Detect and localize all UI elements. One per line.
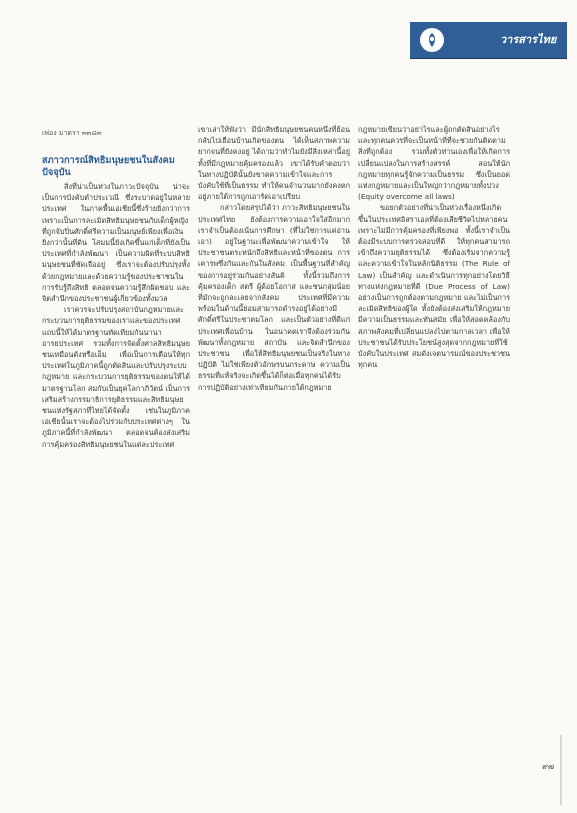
magazine-logo-icon xyxy=(420,28,444,52)
paragraph: กฎหมายเขียนว่าอย่าไรและผู้ถกตัดสินอย่างไร และทุกคนควรที่จะเป็นหน้าที่ที่จะช่วยกันติดตามสิ่งที่ถูกต้อง รวมทั้งตัวท่านเองเพื่อให้เกิดการเปลี่ยนแปลงในการสร้างสรรค์ สอนให้นักกฎหมายทุกคนรู้จักความเป็นธรรม ซึ่งเป็นยอดแห่งกฎหมายและเป็นใหญ่กว่ากฎหมายทั้งปวง (Equity overcome all laws) xyxy=(358,125,510,202)
paragraph: เขาเล่าให้ฟังว่า มีนักสิทธิมนุษยชนคนหนึ่งที่ย้อนกลับไปเยือนบ้านเกิดของตน ได้เห็นสภาพความยากจนที่ยังคงอยู่ ได้ถามว่าทำไมยังมีสิ่งเหล่านี้อยู่ ทั้งที่มีกฎหมายคุ้มครองแล้ว เขาได้รับคำตอบว่าในทางปฏิบัตินั้นยังขาดความเข้าใจและการบังคับใช้ที่เป็นธรรม ทำให้คนจำนวนมากยังคงตกอยู่ภายใต้การถูกเอารัดเอาเปรียบ xyxy=(198,125,350,202)
paragraph: ขอยกตัวอย่างที่น่าเป็นห่วงเรื่องหนึ่งเกิดขึ้นในประเทศอิสราเอลที่ต้องเสียชีวิตไปหลายคน เพราะไม่มีการคุ้มครองที่เพียงพอ ทั้งนี้เราจำเป็นต้องมีระบบการตรวจสอบที่ดี ให้ทุกคนสามารถเข้าถึงความยุติธรรมได้ ซึ่งต้องเริ่มจากความรู้และความเข้าใจในหลักนิติธรรม (The Rule of Law) เป็นสำคัญ และดำเนินการทุกอย่างโดยวิธีทางแห่งกฎหมายที่ดี (Due Process of Law) อย่างเป็นการถูกต้องตามกฎหมาย และไม่เป็นการละเมิดสิทธิของผู้ใด ทั้งยังต้องส่งเสริมให้กฎหมายมีความเป็นธรรมและทันสมัย เพื่อให้สอดคล้องกับสภาพสังคมที่เปลี่ยนแปลงไปตามกาลเวลา เพื่อให้ประชาชนได้รับประโยชน์สูงสุดจากกฎหมายที่ใช้บังคับในประเทศ สมดังเจตนารมณ์ของประชาชนทุกคน xyxy=(358,203,510,370)
section-label: วารสารไทย xyxy=(500,33,557,46)
page-number: ๙๗ xyxy=(542,762,554,771)
paragraph: เราควรจะปรับปรุงสถาบันกฎหมายและกระบวนการยุติธรรมของเราและของประเทศแถบนี้ให้ได้มาตรฐานทัดเทียมกันนานาอารยประเทศ รวมทั้งการจัดตั้งศาลสิทธิมนุษยชนเหมือนดังหรือเอ็ม เพื่อเป็นการเตือนให้ทุกประเทศในภูมิภาคนี้ถูกตัดสินและปรับปรุงระบบกฎหมาย และกระบวนการยุติธรรมของตนให้ได้มาตรฐานโลก สมกับเป็นยุคโลกาภิวัตน์ เป็นการเสริมสร้างกรรมาธิการยุติธรรมและสิทธิมนุษยชนแห่งรัฐสภาที่ไทยได้จัดตั้ง เช่นในภูมิภาคเอเชียนั้นเราจะต้องไปร่วมกับประเทศต่างๆ ในภูมิภาคนี้ที่กำลังพัฒนา ตลอดจนต้องส่งเสริมการคุ้มครองสิทธิมนุษยชนในแต่ละประเทศ xyxy=(42,305,190,449)
paragraph: สิ่งที่น่าเป็นห่วงในภาวะปัจจุบัน น่าจะเป็นการบังคับตำประเวณี ซึ่งระบาดอยู่ในหลายประเทศ ในภาคพื้นเอเชียนี้ซึ่งร้ายยิ่งกว่าการ เพราะเป็นการละเมิดสิทธิมนุษยชนกับเด็กผู้หญิงที่ถูกจับปิ่นศักดิ์ศรีความเป็นมนุษย์เพียงเพื่อเงิน ยิ่งกว่านั้นที่ดิน โสมมนี้ยังเกิดขึ้นแก่เด็กที่ยังเป็นประเทศที่กำลังพัฒนา เป็นความผิดที่ระบบสิทธิมนุษยชนที่ชัดเจืออยู่ ซึ่งเราจะต้องปรับปรุงทั้งด้วยกฎหมายและด้วยความรู้ของประชาชนในการรับรู้ถึงสิทธิ ตลอดจนความรู้สึกผิดชอบ และจิตสำนึกของประชาชนผู้เกี่ยวข้องทั้งมวล xyxy=(42,182,190,304)
column-2 xyxy=(198,124,350,393)
issue-line: เพ่อง มาตรา ๓๓๘๓ xyxy=(42,129,102,137)
column-1 xyxy=(42,155,190,450)
column-3 xyxy=(358,124,510,370)
article-title: สภาวการณ์สิทธิมนุษยชนในสังคมปัจจุบัน xyxy=(42,155,175,178)
page-edge-rule xyxy=(560,735,562,805)
paragraph: กล่าวโดยสรุปได้ว่า ภาวะสิทธิมนุษยชนในประเทศไทย ยังต้องการความเอาใจใส่อีกมาก เราจำเป็นต้องเน้นการศึกษา (ที่ไม่ใช่การแค่อ่านเอา) อยู่ในฐานะเพื่อพัฒนาความเข้าใจ ให้ประชาชนตระหนักถึงสิทธิและหน้าที่ของตน การเคารพซึ่งกันและกันในสังคม เป็นพื้นฐานที่สำคัญของการอยู่ร่วมกันอย่างสันติ ทั้งนี้รวมถึงการคุ้มครองเด็ก สตรี ผู้ด้อยโอกาส และชนกลุ่มน้อย ที่มักจะถูกละเลยจากสังคม ประเทศที่มีความพร้อมในด้านนี้ย่อมสามารถดำรงอยู่ได้อย่างมีศักดิ์ศรีในประชาคมโลก และเป็นตัวอย่างที่ดีแก่ประเทศเพื่อนบ้าน ในอนาคตเราจึงต้องร่วมกันพัฒนาทั้งกฎหมาย สถาบัน และจิตสำนึกของประชาชน เพื่อให้สิทธิมนุษยชนเป็นจริงในทางปฏิบัติ ไม่ใช่เพียงตัวอักษรบนกระดาษ ความเป็นธรรมที่แท้จริงจะเกิดขึ้นได้ก็ต่อเมื่อทุกคนได้รับการปฏิบัติอย่างเท่าเทียมกันภายใต้กฎหมาย xyxy=(198,203,350,392)
